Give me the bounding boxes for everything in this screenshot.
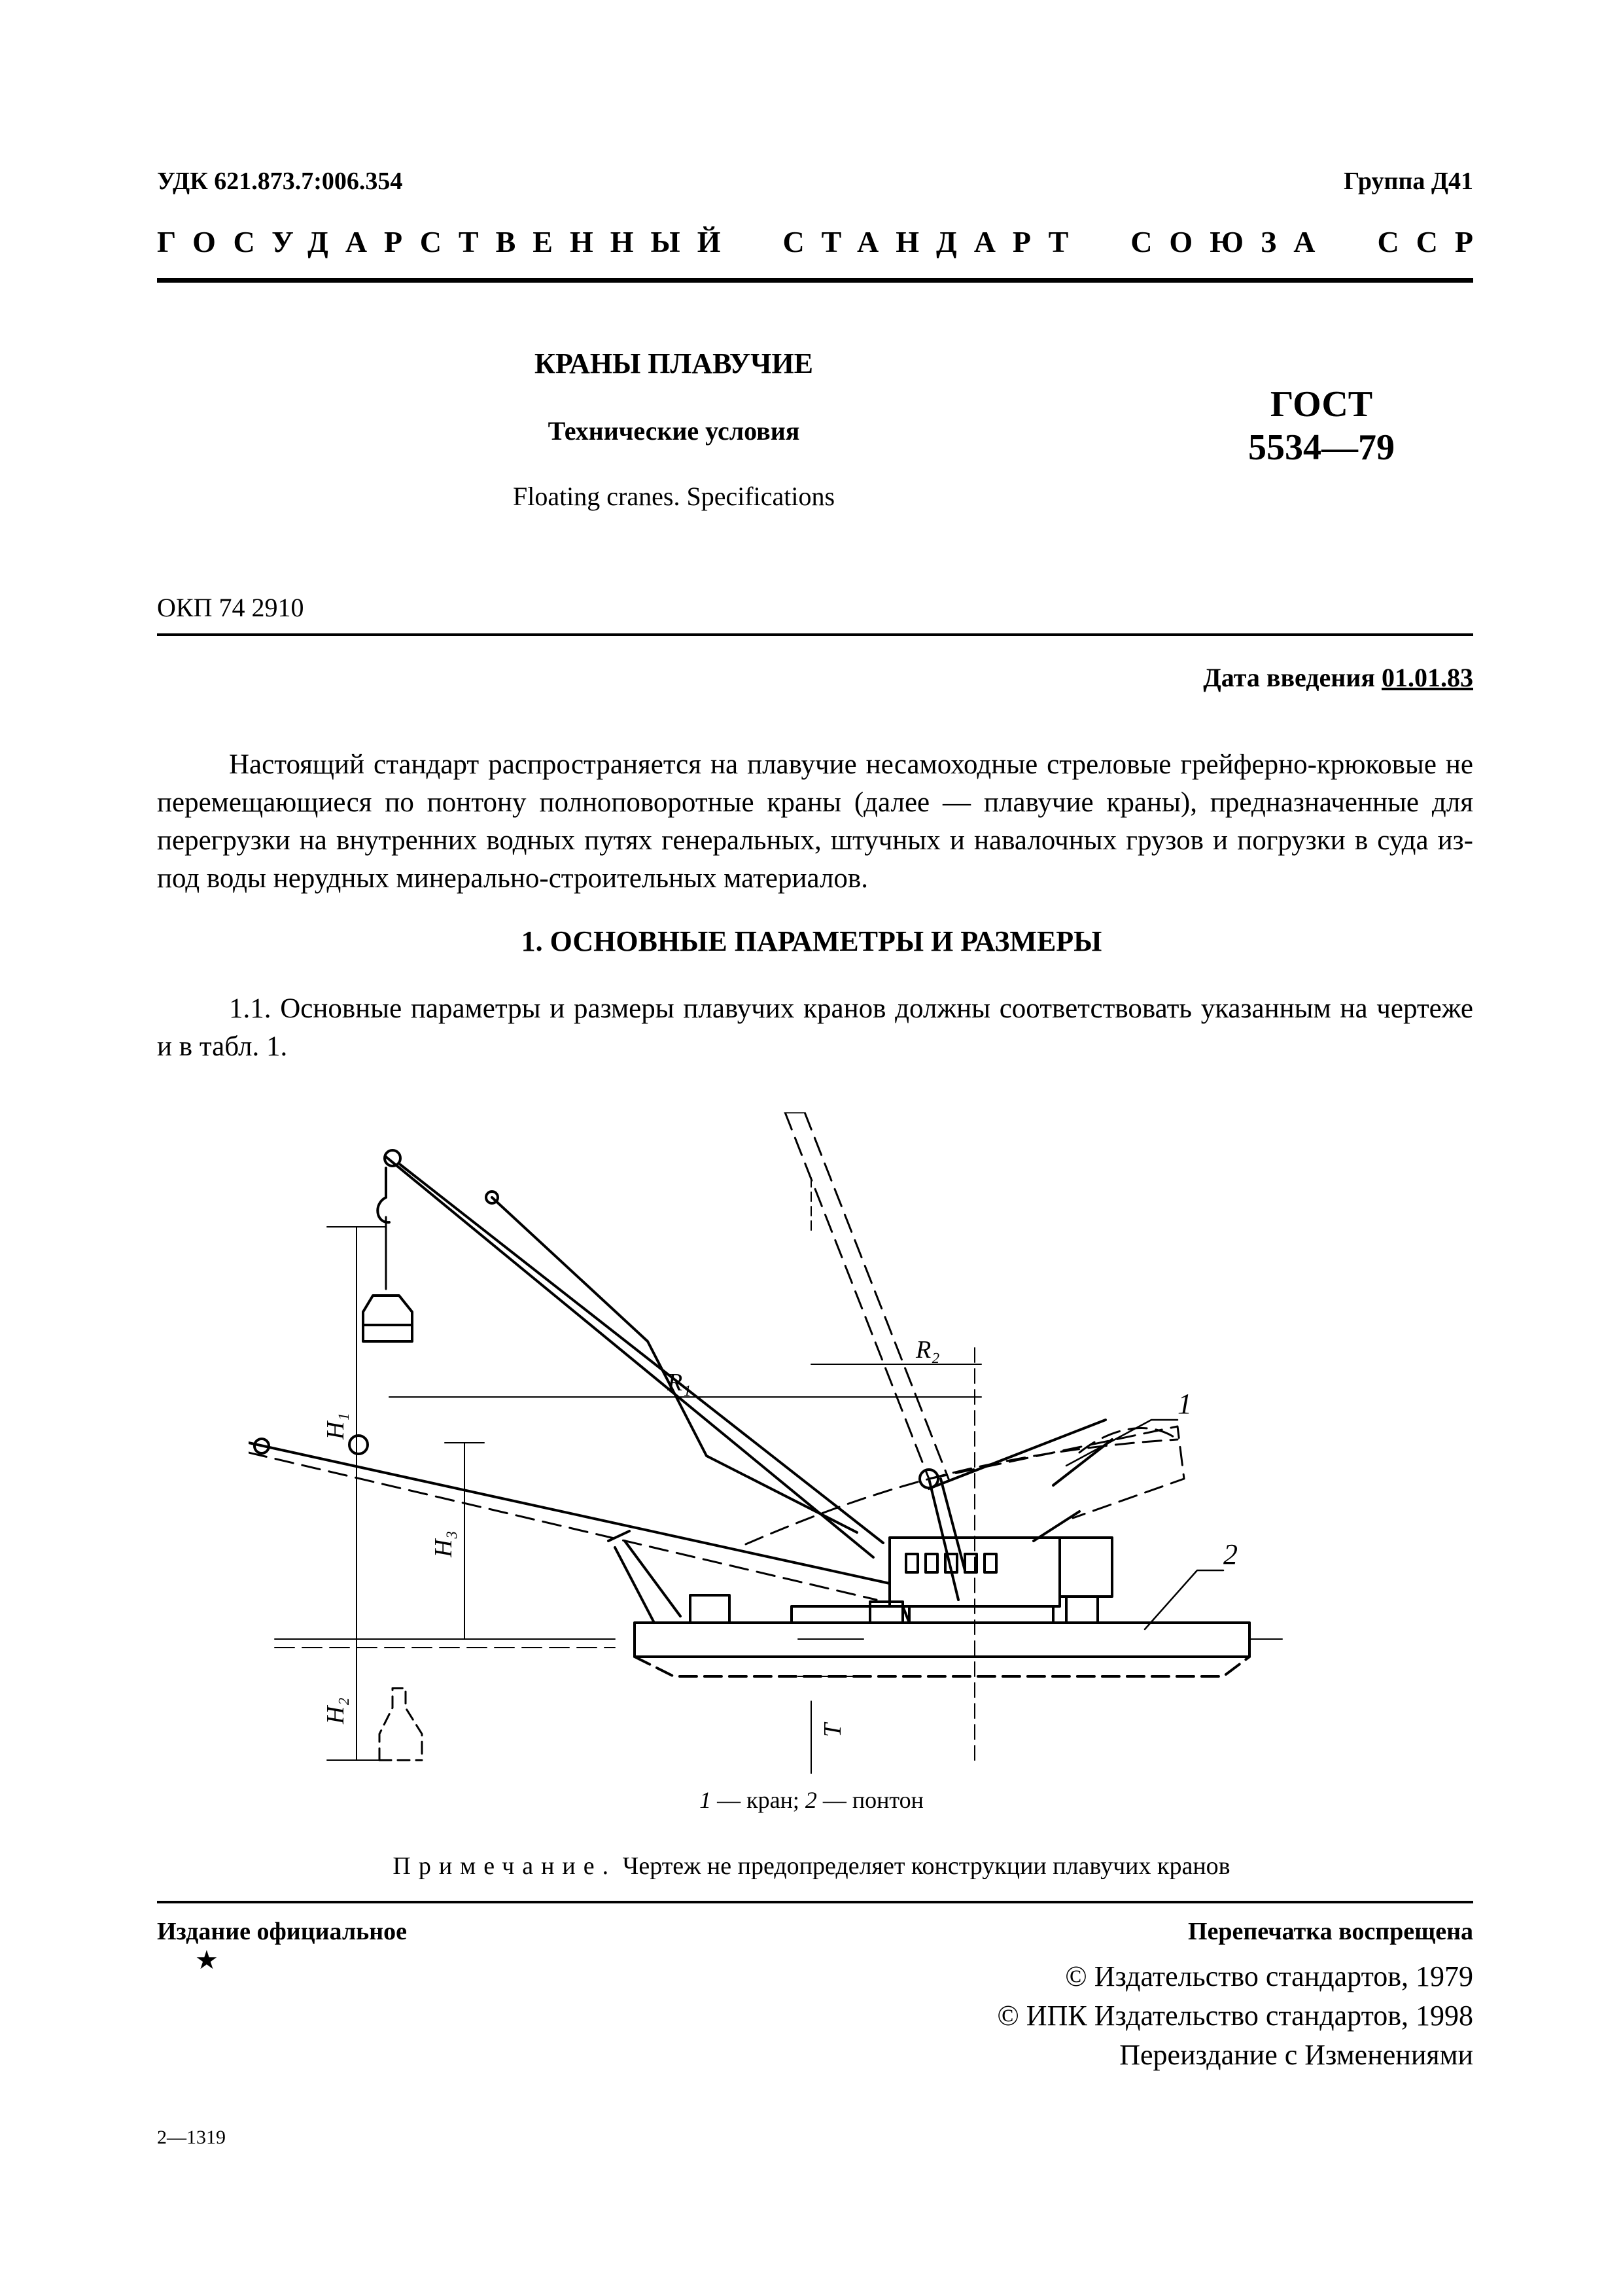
figure-legend bbox=[0, 1786, 1623, 1814]
water-lines bbox=[275, 1639, 1282, 1648]
callout-2: 2 bbox=[1223, 1538, 1238, 1570]
star-mark: ★ bbox=[195, 1945, 218, 1975]
floating-crane-drawing bbox=[249, 1112, 1295, 1780]
label-r1: R₁ bbox=[667, 1369, 691, 1396]
note-text: Чертеж не предопределяет конструкции плавучих кранов bbox=[616, 1852, 1230, 1880]
document-title: КРАНЫ ПЛАВУЧИЕ bbox=[534, 347, 814, 380]
banner-word: ССР bbox=[1377, 225, 1490, 258]
callout-1: 1 bbox=[1178, 1388, 1192, 1420]
gost-number: 5534—79 bbox=[1248, 427, 1395, 468]
legend-num-2: 2 bbox=[805, 1787, 817, 1813]
lowered-boom bbox=[249, 1436, 890, 1600]
banner-word: СОЮЗА bbox=[1130, 225, 1333, 258]
label-t: T bbox=[819, 1723, 846, 1737]
official-edition: Издание официальное bbox=[157, 1918, 408, 1945]
dimension-lines bbox=[327, 1178, 981, 1773]
note-label: Примечание. bbox=[393, 1852, 617, 1880]
legend-text-1: — кран; bbox=[711, 1787, 805, 1813]
section-heading: 1. ОСНОВНЫЕ ПАРАМЕТРЫ И РАЗМЕРЫ bbox=[521, 925, 1102, 957]
legend-text-2: — понтон bbox=[816, 1787, 924, 1813]
label-h1: H₁ bbox=[322, 1413, 349, 1439]
gost-designation bbox=[1178, 383, 1465, 469]
header-rule bbox=[157, 278, 1473, 283]
clause-1-1: 1.1. Основные параметры и размеры плавучих кранов должны соответствовать указанным на чертеже и в табл. 1. bbox=[157, 993, 1473, 1062]
a-frame bbox=[608, 1531, 680, 1623]
udk-code: УДК 621.873.7:006.354 bbox=[157, 168, 403, 195]
submerged-grab bbox=[379, 1688, 422, 1760]
figure-note bbox=[0, 1852, 1623, 1881]
counterweight-lever bbox=[929, 1420, 1112, 1541]
state-standard-banner bbox=[157, 224, 1490, 259]
label-h2: H₂ bbox=[322, 1697, 349, 1724]
reprint-prohibited: Перепечатка воспрещена bbox=[1187, 1918, 1473, 1945]
okp-code: ОКП 74 2910 bbox=[157, 593, 304, 622]
gost-label: ГОСТ bbox=[1270, 384, 1373, 425]
copyright-1998: © ИПК Издательство стандартов, 1998 bbox=[997, 2000, 1473, 2032]
alternate-boom-positions bbox=[746, 1112, 1184, 1544]
copyright-1979: © Издательство стандартов, 1979 bbox=[1065, 1960, 1473, 1992]
machinery-house bbox=[890, 1538, 1112, 1623]
banner-word: СТАНДАРТ bbox=[782, 225, 1086, 258]
intro-date-label: Дата введения bbox=[1203, 663, 1375, 692]
intro-date-value: 01.01.83 bbox=[1382, 663, 1473, 692]
footer-rule bbox=[157, 1901, 1473, 1903]
okp-rule bbox=[157, 633, 1473, 636]
intro-paragraph: Настоящий стандарт распространяется на плавучие несамоходные стреловые грейферно-крюковые не перемещающиеся по понтону полноповоротные краны (далее — плавучие краны), предназначенные для перегрузки на внутренних водных путях генеральных, штучных и навалочных грузов и погрузки в суда из-под воды нерудных минерально-строительных материалов. bbox=[157, 749, 1473, 894]
document-subtitle: Технические условия bbox=[548, 416, 800, 446]
label-h3: H₃ bbox=[430, 1530, 457, 1557]
reissue-note: Переиздание с Изменениями bbox=[1119, 2039, 1473, 2071]
label-r2: R₂ bbox=[916, 1336, 940, 1364]
banner-word: ГОСУДАРСТВЕННЫЙ bbox=[157, 225, 738, 258]
legend-num-1: 1 bbox=[699, 1787, 712, 1813]
hook-and-grab bbox=[363, 1168, 412, 1341]
group-code: Группа Д41 bbox=[1344, 168, 1473, 195]
intro-date bbox=[1203, 662, 1473, 693]
page-id: 2—1319 bbox=[157, 2127, 226, 2148]
english-title: Floating cranes. Specifications bbox=[512, 482, 835, 511]
